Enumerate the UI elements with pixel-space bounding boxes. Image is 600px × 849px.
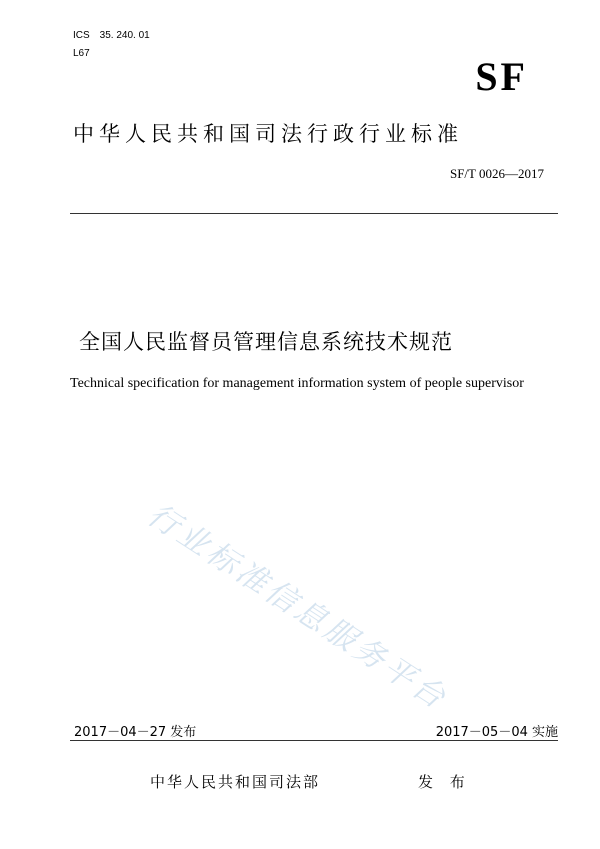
ics-code: 35. 240. 01	[99, 30, 150, 41]
issue-label: 发 布	[418, 773, 471, 791]
document-title-en: Technical specification for management information system of people supervisor	[70, 376, 524, 391]
top-divider	[70, 213, 558, 214]
standard-number: SF/T 0026—2017	[449, 166, 544, 181]
ics-line	[73, 30, 150, 42]
ics-label: ICS	[73, 30, 90, 41]
bottom-divider	[70, 740, 558, 741]
implement-date: 2017－05－04 实施	[435, 725, 558, 740]
document-title-cn: 全国人民监督员管理信息系统技术规范	[79, 330, 453, 354]
classification-codes	[73, 30, 150, 60]
sf-logo: SF	[475, 54, 528, 99]
ccs-code: L67	[73, 48, 90, 59]
publish-date: 2017－04－27 发布	[74, 725, 197, 740]
watermark: 行业标准信息服务平台	[141, 496, 455, 718]
issuer: 中华人民共和国司法部	[150, 773, 321, 791]
org-title: 中华人民共和国司法行政行业标准	[73, 122, 463, 146]
